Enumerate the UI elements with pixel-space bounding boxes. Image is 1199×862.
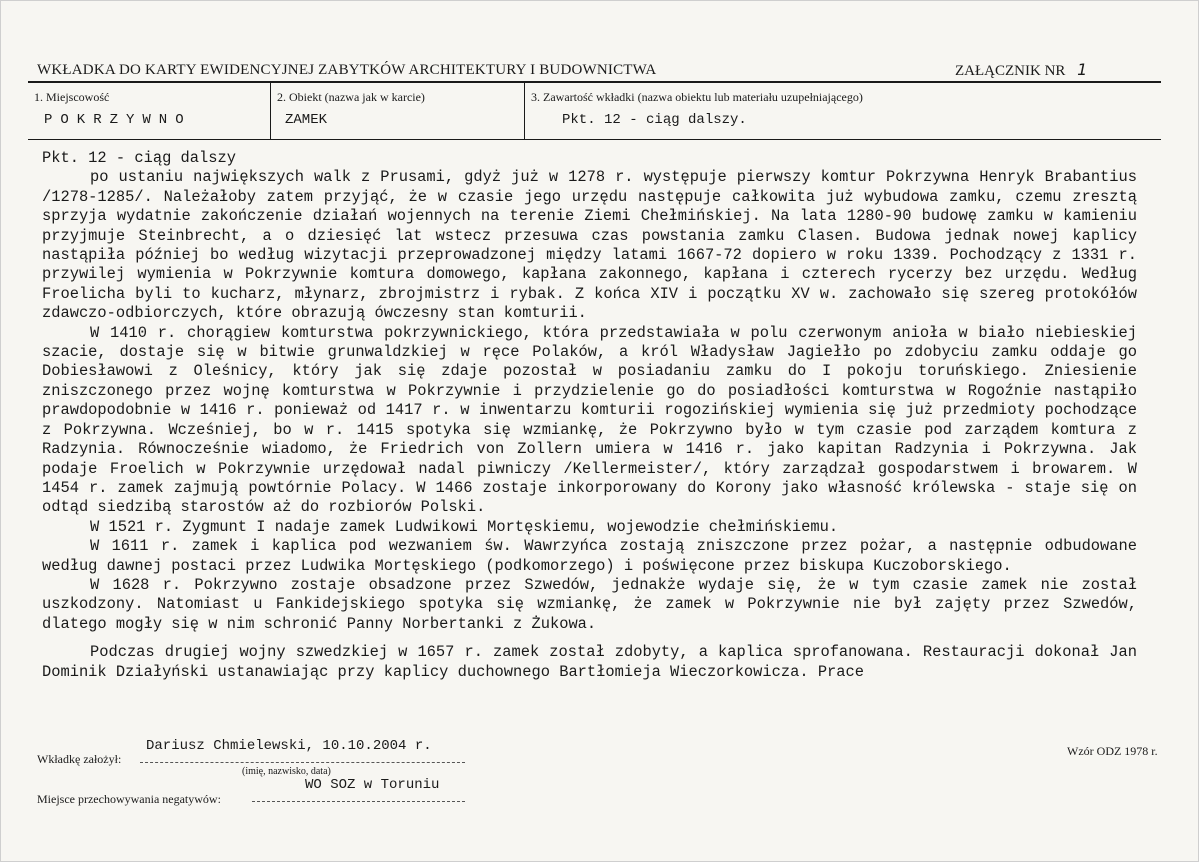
field-divider-2 bbox=[524, 83, 525, 139]
body-heading: Pkt. 12 - ciąg dalszy bbox=[42, 149, 236, 167]
negatives-line bbox=[252, 801, 465, 802]
author-value: Dariusz Chmielewski, 10.10.2004 r. bbox=[146, 738, 432, 754]
annex-number: 1 bbox=[1077, 60, 1088, 79]
body-paragraph: W 1521 r. Zygmunt I nadaje zamek Ludwikowi Mortęskiemu, wojewodzie chełmińskiemu. bbox=[90, 517, 839, 536]
negatives-value: WO SOZ w Toruniu bbox=[305, 777, 440, 793]
header-bottom-rule bbox=[28, 139, 1161, 140]
locality-value: POKRZYWNO bbox=[44, 112, 192, 128]
negatives-label: Miejsce przechowywania negatywów: bbox=[37, 792, 221, 806]
body-paragraph: Podczas drugiej wojny szwedzkiej w 1657 r. zamek został zdobyty, a kaplica sprofanowana. Restauracji dokonał Jan Dominik Działyński ustanawiając przy kaplicy duchownego Bartłomieja Wieczorkowicza. Prace bbox=[42, 643, 1137, 681]
field-divider-1 bbox=[270, 83, 271, 139]
object-label: 2. Obiekt (nazwa jak w karcie) bbox=[277, 90, 425, 104]
body-paragraph: W 1410 r. chorągiew komturstwa pokrzywnickiego, która przedstawiała w polu czerwonym anioła w biało niebieskiej szacie, dostaje się w bitwie grunwaldzkiej w ręce Polaków, a król Władysław Jagiełło po zdobyciu zamku oddaje go Dobiesławowi z Oleśnicy, który jak się zdaje pozostał w posiadaniu zamku do I pokoju toruńskiego. Zniesienie zniszczonego przez wojnę komturstwa w Pokrzywnie i przydzielenie go do posiadłości komturstwa w Rogoźnie nastąpiło prawdopodobnie w 1416 r. ponieważ od 1417 r. w inwentarzu komturii rogozińskiej wymienia się już przedmioty pochodzące z Pokrzywna. Wcześniej, bo w r. 1415 spotyka się wzmiankę, że Pokrzywno było w tym czasie pod zarządem komtura z Radzynia. Równocześnie wiadomo, że Friedrich von Zollern umiera w 1416 r. jako kapitan Radzynia i Pokrzywna. Jak podaje Froelich w Pokrzywnie urzędował nadal piwniczy /Kellermeister/, który zarządzał gospodarstwem i browarem. W 1454 r. zamek zajmują powtórnie Polacy. W 1466 zostaje inkorporowany do Korony jako własność królewska - staje się on odtąd siedzibą starostów aż do rozbiorów Polski. bbox=[42, 323, 1137, 517]
body-paragraph: po ustaniu największych walk z Prusami, gdyż już w 1278 r. występuje pierwszy komtur Pokrzywna Henryk Brabantius /1278-1285/. Należałoby zatem przyjąć, że w czasie jego urzędu następuje całkowita już wybudowa zamku, czemu zresztą sprzyja wydatnie zakończenie działań wojennych na terenie Ziemi Chełmińskiej. Na lata 1280-90 budowę zamku w kamieniu przyjmuje Steinbrecht, a o dziesięć lat wstecz przesuwa czas powstania zamku Clasen. Budowa jednak nowej kaplicy nastąpiła później bo według wizytacji przeprowadzonej między latami 1667-72 dopiero w roku 1339. Pochodzący z 1331 r. przywilej wymienia w Pokrzywnie komtura domowego, kapłana zakonnego, kapłana i czterech rycerzy bez urzędu. Według Froelicha byli to kucharz, młynarz, zbrojmistrz i rybak. Z końca XIV i początku XV w. zachowało się szereg protokółów zdawczo-odbiorczych, które obrazują ówczesny stan komturii. bbox=[42, 168, 1137, 323]
object-value: ZAMEK bbox=[285, 112, 328, 128]
author-label: Wkładkę założył: bbox=[37, 752, 122, 766]
document-title: WKŁADKA DO KARTY EWIDENCYJNEJ ZABYTKÓW ARCHITEKTURY I BUDOWNICTWA bbox=[37, 62, 657, 78]
annex-label-text: ZAŁĄCZNIK NR bbox=[955, 63, 1066, 79]
content-value: Pkt. 12 - ciąg dalszy. bbox=[562, 112, 747, 128]
body-paragraph: W 1611 r. zamek i kaplica pod wezwaniem św. Wawrzyńca zostają zniszczone przez pożar, a następnie odbudowane według dawnej postaci przez Ludwika Mortęskiego (podkomorzego) i poświęcone przez biskupa Kuczoborskiego. bbox=[42, 537, 1137, 575]
document-body bbox=[42, 149, 1137, 682]
header-top-rule bbox=[28, 81, 1161, 83]
body-paragraph: W 1628 r. Pokrzywno zostaje obsadzone przez Szwedów, jednakże wydaje się, że w tym czasie zamek nie został uszkodzony. Natomiast u Fankidejskiego spotyka się wzmiankę, że zamek w Pokrzywnie nie był zajęty przez Szwedów, dlatego mogły się w nim schronić Panny Norbertanki z Żukowa. bbox=[42, 575, 1137, 633]
content-label: 3. Zawartość wkładki (nazwa obiektu lub materiału uzupełniającego) bbox=[531, 90, 863, 104]
form-model: Wzór ODZ 1978 r. bbox=[1067, 744, 1158, 758]
author-hint: (imię, nazwisko, data) bbox=[242, 766, 331, 777]
author-line bbox=[140, 762, 465, 763]
locality-label: 1. Miejscowość bbox=[34, 90, 110, 104]
annex-label bbox=[955, 60, 1087, 80]
